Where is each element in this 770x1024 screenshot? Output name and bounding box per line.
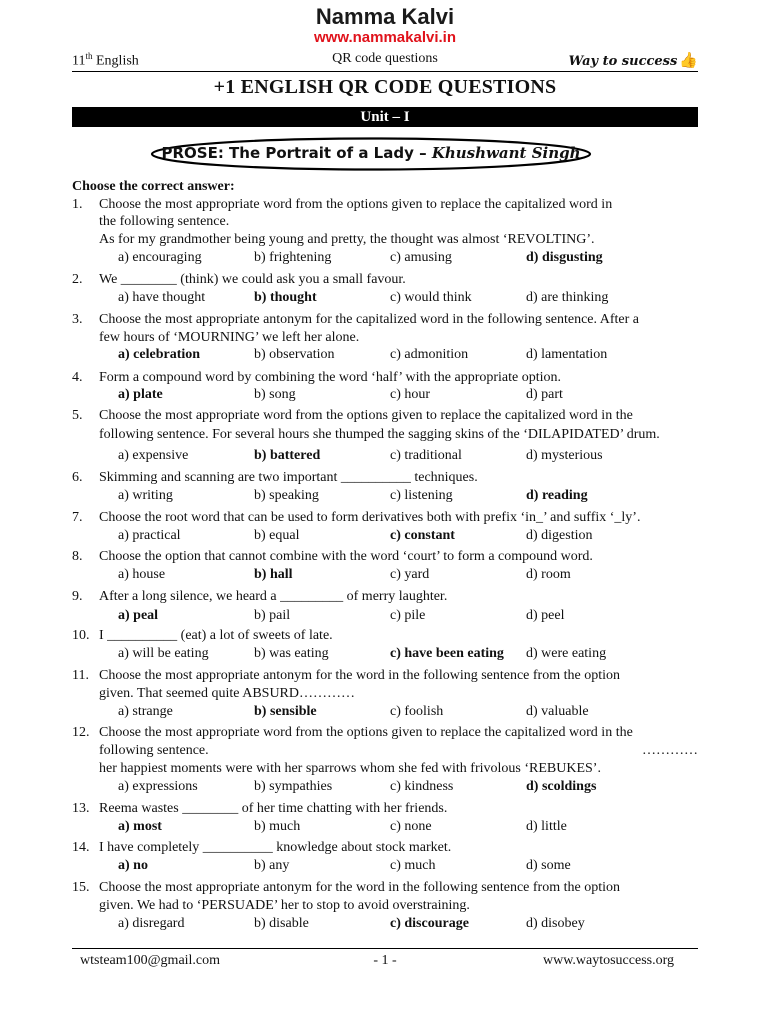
question-text: Choose the most appropriate antonym for the word in the following sentence from the option <box>99 880 620 895</box>
question-text: Choose the most appropriate antonym for the word in the following sentence from the option <box>99 668 620 683</box>
prose-author: Khushwant Singh <box>431 144 581 162</box>
answer-option: b) much <box>254 819 301 834</box>
answer-option: c) kindness <box>390 779 454 794</box>
question-text: Form a compound word by combining the word ‘half’ with the appropriate option. <box>99 370 562 385</box>
answer-option: d) mysterious <box>526 448 603 463</box>
question-number: 6. <box>72 470 83 485</box>
question-text: Choose the most appropriate antonym for the capitalized word in the following sentence. After a <box>99 312 640 327</box>
answer-option: a) expensive <box>118 448 189 463</box>
answer-option: b) any <box>254 858 290 873</box>
answer-option: d) are thinking <box>526 290 609 305</box>
question-text: We ________ (think) we could ask you a small favour. <box>99 272 406 287</box>
prose-label: PROSE: The Portrait of a Lady – <box>161 144 432 162</box>
question-text: few hours of ‘MOURNING’ we left her alone. <box>99 330 360 345</box>
answer-option-correct: a) no <box>118 858 148 873</box>
question-number: 13. <box>72 801 90 816</box>
question-text: following sentence. For several hours she thumped the sagging skins of the ‘DILAPIDATED’ drum. <box>99 427 660 442</box>
question-text: Reema wastes ________ of her time chatting with her friends. <box>99 801 448 816</box>
answer-option: d) disobey <box>526 916 585 931</box>
question-text: Choose the most appropriate word from the options given to replace the capitalized word in the <box>99 408 633 423</box>
question-number: 15. <box>72 880 90 895</box>
answer-option: a) will be eating <box>118 646 209 661</box>
question-text: I __________ (eat) a lot of sweets of late. <box>99 628 333 643</box>
answer-option: a) have thought <box>118 290 206 305</box>
section-heading: Choose the correct answer: <box>72 179 235 194</box>
answer-option: b) equal <box>254 528 300 543</box>
answer-option: d) part <box>526 387 563 402</box>
answer-option-correct: c) have been eating <box>390 646 504 661</box>
question-number: 3. <box>72 312 83 327</box>
answer-option: c) yard <box>390 567 430 582</box>
question-text: Choose the most appropriate word from the options given to replace the capitalized word in <box>99 197 613 212</box>
question-number: 7. <box>72 510 83 525</box>
answer-option: c) listening <box>390 488 453 503</box>
answer-option-correct: a) peal <box>118 608 159 623</box>
answer-option: d) were eating <box>526 646 607 661</box>
answer-option-correct: c) discourage <box>390 916 469 931</box>
question-number: 12. <box>72 725 90 740</box>
question-text: After a long silence, we heard a _________ of merry laughter. <box>99 589 448 604</box>
thumbs-up-icon: 👍 <box>679 51 698 69</box>
footer-page-number: - 1 - <box>373 953 397 968</box>
question-number: 14. <box>72 840 90 855</box>
answer-option: d) digestion <box>526 528 593 543</box>
footer-divider <box>72 948 698 949</box>
question-number: 8. <box>72 549 83 564</box>
question-number: 1. <box>72 197 83 212</box>
header-divider <box>72 71 698 72</box>
answer-option: a) encouraging <box>118 250 202 265</box>
question-number: 11. <box>72 668 89 683</box>
answer-option-correct: b) hall <box>254 567 293 582</box>
answer-option: c) hour <box>390 387 431 402</box>
answer-option: a) writing <box>118 488 173 503</box>
answer-option-correct: b) battered <box>254 448 321 463</box>
answer-option: d) lamentation <box>526 347 608 362</box>
footer-website[interactable]: www.waytosuccess.org <box>542 953 674 968</box>
answer-option: c) pile <box>390 608 426 623</box>
question-number: 5. <box>72 408 83 423</box>
answer-option: b) frightening <box>254 250 332 265</box>
question-text: given. We had to ‘PERSUADE’ her to stop to avoid overstraining. <box>99 898 470 913</box>
question-dots: ………… <box>642 743 698 758</box>
site-name: Namma Kalvi <box>315 4 455 29</box>
answer-option: c) traditional <box>390 448 462 463</box>
answer-option-correct: a) celebration <box>118 347 201 362</box>
answer-option: c) amusing <box>390 250 452 265</box>
prose-heading <box>150 137 592 171</box>
header-brand-text: Way to success <box>568 54 678 69</box>
answer-option: c) much <box>390 858 436 873</box>
answer-option: a) practical <box>118 528 181 543</box>
header-doc-type: QR code questions <box>332 51 438 66</box>
answer-option-correct: b) sensible <box>254 704 317 719</box>
answer-option: c) foolish <box>390 704 444 719</box>
answer-option-correct: d) disgusting <box>526 250 603 265</box>
answer-option: d) peel <box>526 608 565 623</box>
question-number: 10. <box>72 628 90 643</box>
answer-option: d) room <box>526 567 571 582</box>
question-text: I have completely __________ knowledge about stock market. <box>99 840 452 855</box>
site-url[interactable]: www.nammakalvi.in <box>314 29 456 46</box>
answer-option: d) little <box>526 819 567 834</box>
question-number: 4. <box>72 370 83 385</box>
answer-option: b) observation <box>254 347 335 362</box>
question-text: Skimming and scanning are two important __________ techniques. <box>99 470 478 485</box>
question-text: As for my grandmother being young and pretty, the thought was almost ‘REVOLTING’. <box>99 232 595 247</box>
unit-banner: Unit – I <box>72 107 698 127</box>
question-text: given. That seemed quite ABSURD………… <box>99 686 355 701</box>
answer-option: c) admonition <box>390 347 469 362</box>
question-text: Choose the most appropriate word from the options given to replace the capitalized word in the <box>99 725 633 740</box>
question-text: the following sentence. <box>99 214 230 229</box>
answer-option-correct: d) reading <box>526 488 588 503</box>
answer-option: b) speaking <box>254 488 319 503</box>
header-brand <box>569 51 698 69</box>
header-subject: 11th English <box>72 51 139 69</box>
answer-option: c) would think <box>390 290 472 305</box>
answer-option-correct: a) plate <box>118 387 163 402</box>
answer-option-correct: c) constant <box>390 528 455 543</box>
question-number: 9. <box>72 589 83 604</box>
answer-option: c) none <box>390 819 432 834</box>
question-text: Choose the option that cannot combine with the word ‘court’ to form a compound word. <box>99 549 593 564</box>
answer-option: b) was eating <box>254 646 329 661</box>
answer-option: b) song <box>254 387 296 402</box>
answer-option: a) house <box>118 567 166 582</box>
footer-email[interactable]: wtsteam100@gmail.com <box>80 953 221 968</box>
answer-option-correct: b) thought <box>254 290 317 305</box>
answer-option: a) strange <box>118 704 173 719</box>
question-text: her happiest moments were with her sparrows whom she fed with frivolous ‘REBUKES’. <box>99 761 601 776</box>
answer-option-correct: a) most <box>118 819 162 834</box>
answer-option-correct: d) scoldings <box>526 779 597 794</box>
answer-option: a) expressions <box>118 779 198 794</box>
answer-option: a) disregard <box>118 916 185 931</box>
answer-option: b) pail <box>254 608 291 623</box>
question-text: following sentence. <box>99 743 209 758</box>
answer-option: b) sympathies <box>254 779 333 794</box>
prose-title <box>150 144 592 162</box>
answer-option: b) disable <box>254 916 309 931</box>
answer-option: d) some <box>526 858 571 873</box>
answer-option: d) valuable <box>526 704 589 719</box>
page-title: +1 ENGLISH QR CODE QUESTIONS <box>213 76 557 98</box>
question-text: Choose the root word that can be used to form derivatives both with prefix ‘in_’ and suffix ‘_ly’. <box>99 510 641 525</box>
question-number: 2. <box>72 272 83 287</box>
